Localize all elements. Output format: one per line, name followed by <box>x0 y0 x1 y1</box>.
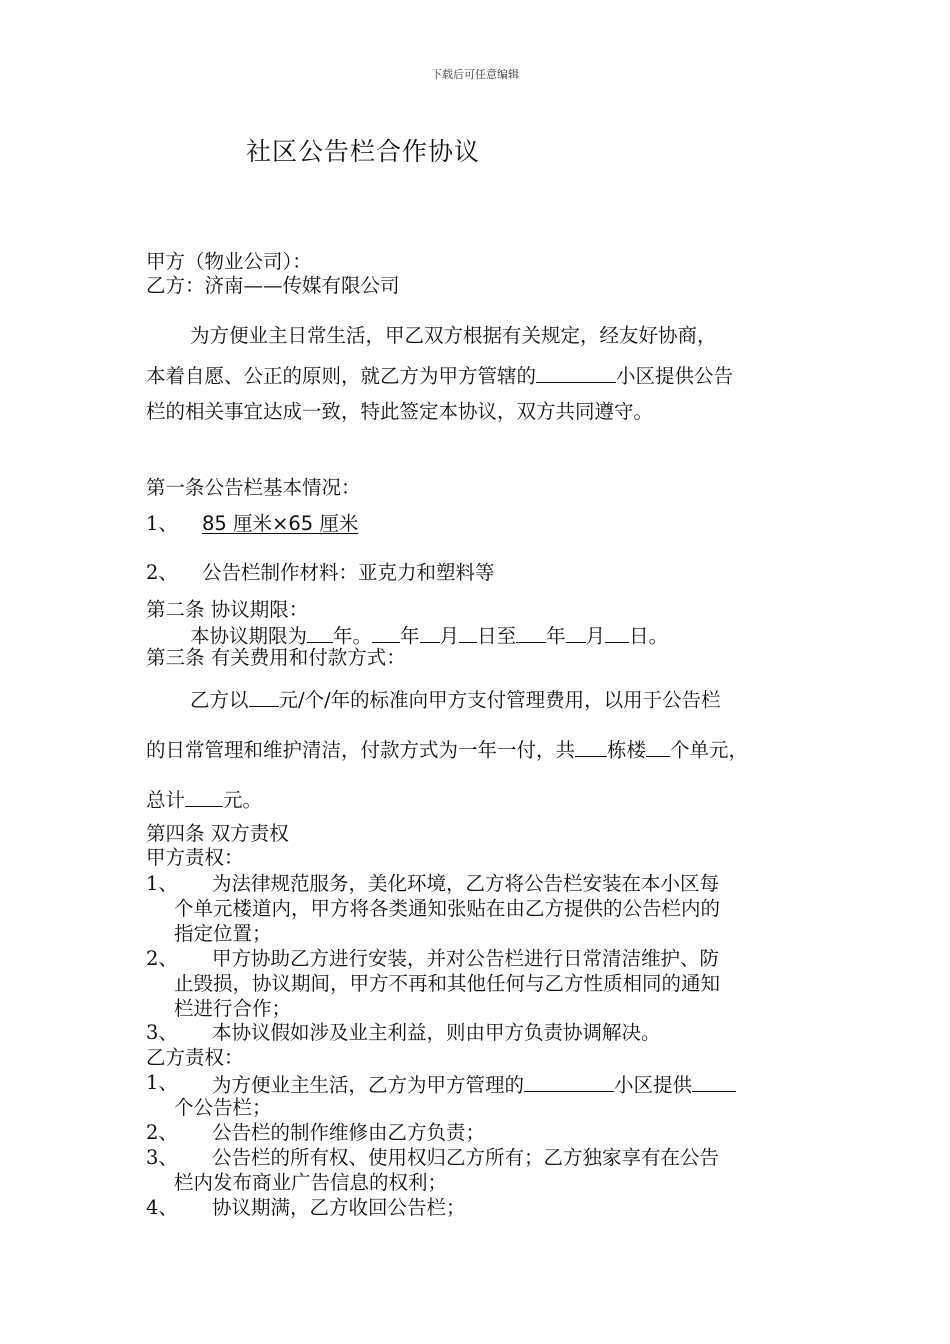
fee-text-2b: 栋楼 <box>607 738 647 762</box>
intro-line-1: 为方便业主日常生活，甲乙双方根据有关规定，经友好协商， <box>190 324 717 347</box>
intro-line-3: 栏的相关事宜达成一致，特此签定本协议，双方共同遵守。 <box>146 400 654 423</box>
term-text-8: 日。 <box>629 624 669 648</box>
building-count-blank[interactable] <box>575 736 607 757</box>
end-year-blank[interactable] <box>516 622 546 643</box>
article1-heading: 第一条公告栏基本情况： <box>146 476 361 499</box>
term-text-2: 年。 <box>333 624 373 648</box>
intro-line-2 <box>146 362 733 389</box>
term-years-blank[interactable] <box>307 622 333 643</box>
start-day-blank[interactable] <box>459 622 477 643</box>
b-item-4-num: 4、 <box>146 1196 178 1219</box>
a-item-2-num: 2、 <box>146 947 178 970</box>
start-month-blank[interactable] <box>420 622 440 643</box>
term-text-5: 日至 <box>477 624 517 648</box>
a-item-1-line-2: 个单元楼道内，甲方将各类通知张贴在由乙方提供的公告栏内的 <box>174 897 721 920</box>
intro-line-2-text-b: 小区提供公告 <box>616 364 734 388</box>
end-day-blank[interactable] <box>605 622 629 643</box>
term-text-6: 年 <box>546 624 566 648</box>
term-text-4: 月 <box>439 624 460 648</box>
a-item-1-num: 1、 <box>146 872 178 895</box>
header-note: 下载后可任意编辑 <box>431 68 519 81</box>
intro-line-2-text-a: 本着自愿、公正的原则，就乙方为甲方管辖的 <box>146 364 537 388</box>
article1-item-2 <box>146 561 495 585</box>
start-year-blank[interactable] <box>372 622 400 643</box>
article1-item-1 <box>146 512 358 536</box>
board-material-text: 公告栏制作材料：亚克力和塑料等 <box>202 561 495 584</box>
fee-line-2 <box>146 736 748 763</box>
a-item-2-line-2: 止毁损，协议期间，甲方不再和其他任何与乙方性质相同的通知 <box>174 972 721 995</box>
a-item-2-line-3: 栏进行合作； <box>174 997 292 1020</box>
a-item-1-line-1: 为法律规范服务，美化环境，乙方将公告栏安装在本小区每 <box>212 872 720 895</box>
document-title: 社区公告栏合作协议 <box>246 137 481 166</box>
party-b-line: 乙方：济南——传媒有限公司 <box>146 274 400 297</box>
article2-heading: 第二条 协议期限： <box>146 598 309 621</box>
term-text-1: 本协议期限为 <box>190 624 308 648</box>
article1-item-2-num: 2、 <box>146 561 178 584</box>
fee-text-3b: 元。 <box>223 788 263 812</box>
fee-line-1 <box>190 686 721 713</box>
term-text-3: 年 <box>400 624 420 648</box>
b-item-3-line-1: 公告栏的所有权、使用权归乙方所有；乙方独家享有在公告 <box>212 1146 720 1169</box>
term-text-7: 月 <box>585 624 606 648</box>
total-amount-blank[interactable] <box>185 786 223 807</box>
a-item-1-line-3: 指定位置； <box>174 922 272 945</box>
b-item-4-line-1: 协议期满，乙方收回公告栏； <box>212 1196 466 1219</box>
fee-text-3a: 总计 <box>146 788 186 812</box>
article4-heading: 第四条 双方责权 <box>146 822 289 845</box>
b-item-1-line-1 <box>212 1071 736 1098</box>
party-a-duties-heading: 甲方责权： <box>146 846 244 869</box>
party-b-duties-heading: 乙方责权： <box>146 1046 244 1069</box>
fee-text-2a: 的日常管理和维护清洁，付款方式为一年一付，共 <box>146 738 576 762</box>
b-item-3-line-2: 栏内发布商业广告信息的权利； <box>174 1171 448 1194</box>
community-name-blank[interactable] <box>536 362 616 383</box>
a-item-3-num: 3、 <box>146 1021 178 1044</box>
b-item-3-num: 3、 <box>146 1146 178 1169</box>
party-a-line: 甲方（物业公司）： <box>146 250 312 273</box>
fee-amount-blank[interactable] <box>249 686 279 707</box>
b-item-1-line-2: 个公告栏； <box>174 1096 272 1119</box>
article1-item-1-num: 1、 <box>146 512 178 535</box>
b-item-1-text-a: 为方便业主生活，乙方为甲方管理的 <box>212 1073 525 1097</box>
fee-line-3 <box>146 786 262 813</box>
board-size-text: 85 厘米×65 厘米 <box>202 512 359 535</box>
fee-text-2c: 个单元， <box>670 738 749 762</box>
fee-text-1b: 元/个/年的标准向甲方支付管理费用，以用于公告栏 <box>278 688 721 712</box>
a-item-3-line-1: 本协议假如涉及业主利益，则由甲方负责协调解决。 <box>212 1021 661 1044</box>
article3-heading: 第三条 有关费用和付款方式： <box>146 646 406 669</box>
b-community-name-blank[interactable] <box>524 1071 614 1092</box>
unit-count-blank[interactable] <box>646 736 670 757</box>
agreement-term-line <box>190 622 668 649</box>
b-item-1-num: 1、 <box>146 1071 178 1094</box>
board-quantity-blank[interactable] <box>692 1071 736 1092</box>
b-item-1-text-b: 小区提供 <box>614 1073 693 1097</box>
fee-text-1a: 乙方以 <box>190 688 249 712</box>
end-month-blank[interactable] <box>566 622 586 643</box>
b-item-2-line-1: 公告栏的制作维修由乙方负责； <box>212 1121 486 1144</box>
b-item-2-num: 2、 <box>146 1121 178 1144</box>
a-item-2-line-1: 甲方协助乙方进行安装，并对公告栏进行日常清洁维护、防 <box>212 947 720 970</box>
